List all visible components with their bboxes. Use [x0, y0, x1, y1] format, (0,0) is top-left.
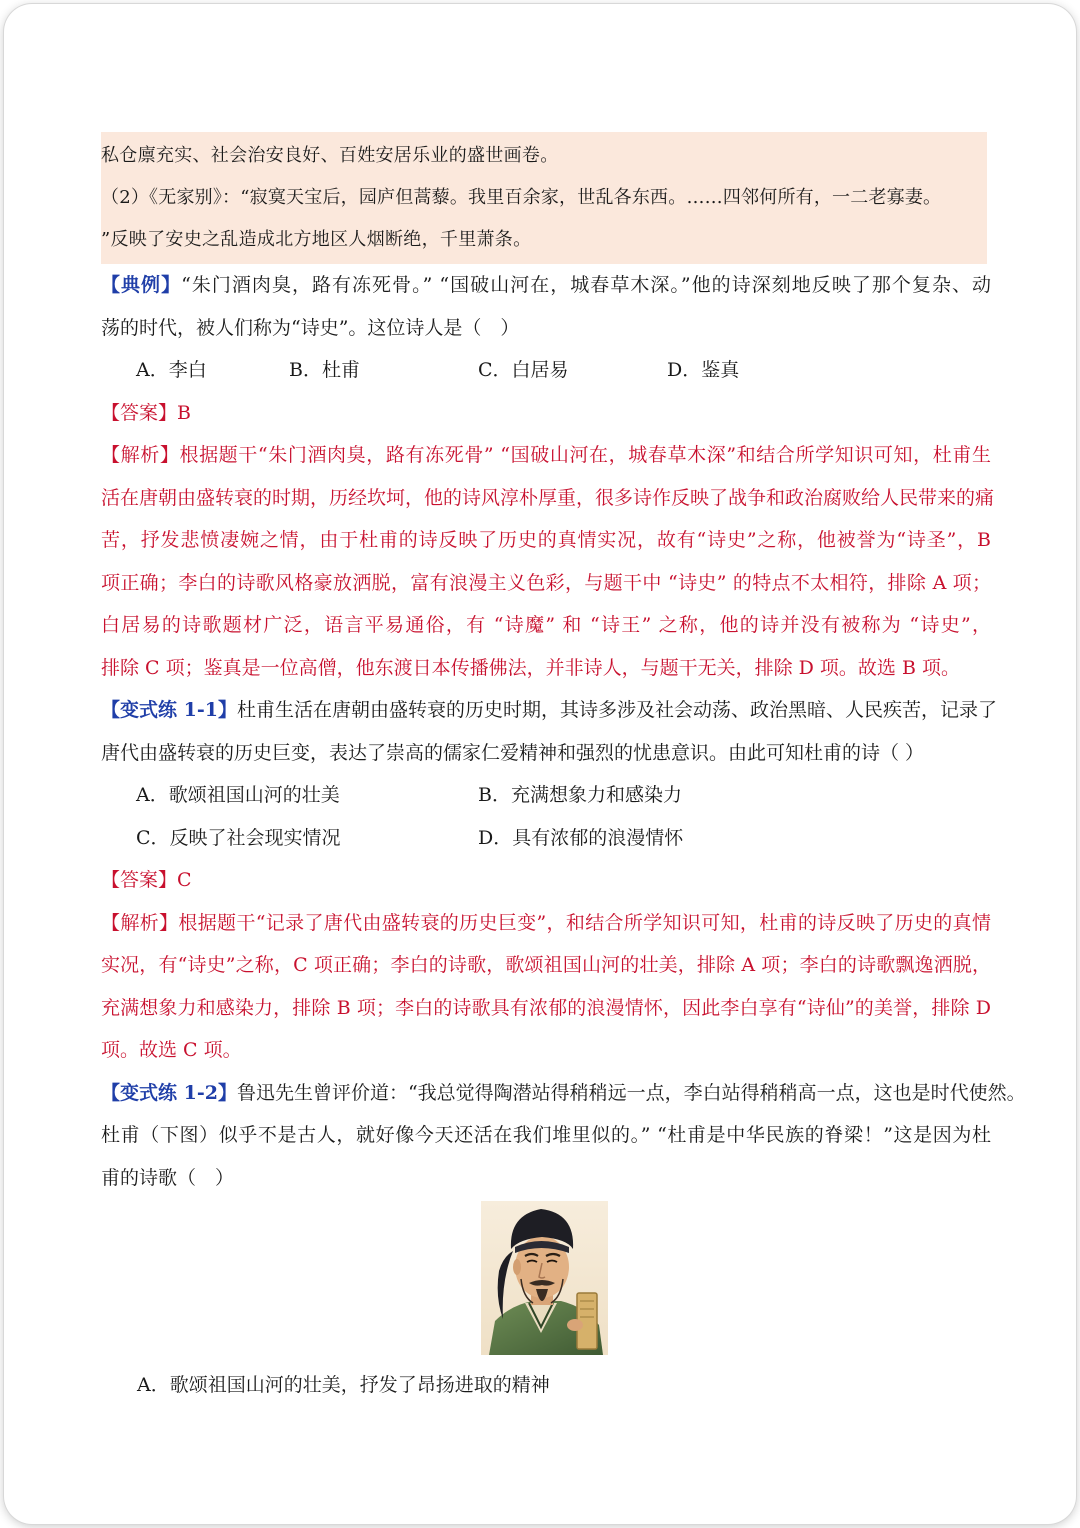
variant2-stem	[101, 1072, 1026, 1115]
intro-line: 私仓廪充实、社会治安良好、百姓安居乐业的盛世画卷。	[101, 145, 559, 166]
answer-tag: 【答案】	[101, 401, 178, 424]
variant1-analysis-line	[101, 902, 991, 945]
analysis-tag: 【解析】	[101, 444, 180, 466]
example-analysis-line: 排除 C 项；鉴真是一位高僧，他东渡日本传播佛法，并非诗人，与题干无关，排除 D 项。故选 B 项。	[101, 656, 960, 679]
variant1-stem-cont: 唐代由盛转衰的历史巨变，表达了崇高的儒家仁爱精神和强烈的忧患意识。由此可知杜甫的诗（ ）	[101, 741, 925, 764]
variant1-stem	[101, 689, 997, 732]
example-option-b: B．杜甫	[289, 359, 360, 381]
page-content	[101, 132, 1026, 1199]
variant1-analysis-line: 项。故选 C 项。	[101, 1039, 242, 1061]
variant1-stem-text: 杜甫生活在唐朝由盛转衰的历史时期，其诗多涉及社会动荡、政治黑暗、人民疾苦，记录了	[236, 699, 997, 721]
variant2-option-a: A．歌颂祖国山河的壮美，抒发了昂扬进取的精神	[137, 1374, 550, 1396]
example-options	[101, 349, 991, 392]
variant2-stem-cont: 杜甫（下图）似乎不是古人，就好像今天还活在我们堆里似的。” “杜甫是中华民族的脊梁！”这是因为杜	[101, 1124, 991, 1146]
example-option-d: D．鉴真	[667, 359, 740, 381]
variant1-option-c: C．反映了社会现实情况	[136, 826, 341, 849]
analysis-tag: 【解析】	[101, 911, 179, 934]
analysis-text: 根据题干“记录了唐代由盛转衰的历史巨变”，和结合所学知识可知，杜甫的诗反映了历史的真情	[178, 911, 991, 934]
example-option-a: A．李白	[136, 359, 207, 381]
intro-line: ”反映了安史之乱造成北方地区人烟断绝，千里萧条。	[101, 229, 532, 250]
example-tag: 【典例】	[101, 274, 182, 296]
analysis-text: 根据题干“朱门酒肉臭，路有冻死骨” “国破山河在，城春草木深”和结合所学知识可知，杜甫生	[179, 444, 991, 466]
example-analysis-line: 活在唐朝由盛转衰的时期，历经坎坷，他的诗风淳朴厚重，很多诗作反映了战争和政治腐败给人民带来的痛	[101, 486, 995, 509]
example-analysis-line: 白居易的诗歌题材广泛，语言平易通俗，有 “诗魔” 和 “诗王” 之称，他的诗并没有被称为 “诗史”，	[101, 614, 991, 636]
example-analysis-line: 项正确；李白的诗歌风格豪放洒脱，富有浪漫主义色彩，与题干中 “诗史” 的特点不太相符，排除 A 项；	[101, 571, 991, 594]
variant1-options-row2	[101, 817, 991, 860]
example-stem-text: “朱门酒肉臭，路有冻死骨。” “国破山河在，城春草木深。”他的诗深刻地反映了那个复杂、动	[181, 274, 991, 296]
example-stem-cont: 荡的时代，被人们称为“诗史”。这位诗人是（ ）	[101, 316, 520, 339]
example-stem	[101, 264, 991, 307]
answer-tag: 【答案】	[101, 869, 178, 891]
variant1-option-a: A．歌颂祖国山河的壮美	[136, 784, 340, 806]
example-answer	[101, 392, 991, 435]
document-page	[4, 4, 1076, 1524]
answer-value: C	[177, 869, 192, 891]
variant1-analysis-line: 实况，有“诗史”之称，C 项正确；李白的诗歌，歌颂祖国山河的壮美，排除 A 项；李白的诗歌飘逸洒脱，	[101, 954, 991, 976]
example-option-c: C．白居易	[478, 359, 569, 381]
intro-line: （2）《无家别》：“寂寞天宝后，园庐但蒿藜。我里百余家，世乱各东西。……四邻何所有，一二老寡妻。	[101, 187, 942, 208]
answer-value: B	[177, 401, 191, 424]
variant1-option-d: D．具有浓郁的浪漫情怀	[478, 826, 684, 849]
variant1-answer	[101, 859, 991, 902]
example-analysis-line	[101, 434, 991, 477]
variant1-analysis-line: 充满想象力和感染力，排除 B 项；李白的诗歌具有浓郁的浪漫情怀，因此李白享有“诗仙”的美誉，排除 D	[101, 996, 991, 1019]
variant1-tag: 【变式练 1-1】	[101, 699, 237, 721]
variant2-stem-text: 鲁迅先生曾评价道：“我总觉得陶潜站得稍稍远一点，李白站得稍稍高一点，这也是时代使然。	[236, 1081, 1026, 1104]
du-fu-portrait	[481, 1201, 608, 1355]
variant2-tag: 【变式练 1-2】	[101, 1081, 237, 1104]
intro-highlight-box	[101, 132, 987, 264]
du-fu-portrait-icon	[481, 1201, 608, 1355]
variant1-option-b: B．充满想象力和感染力	[478, 784, 682, 806]
example-analysis-line: 苦，抒发悲愤凄婉之情，由于杜甫的诗反映了历史的真情实况，故有“诗史”之称，他被誉为“诗圣”，B	[101, 529, 991, 551]
variant2-stem-cont: 甫的诗歌（ ）	[101, 1166, 235, 1189]
variant1-options-row1	[101, 774, 991, 817]
